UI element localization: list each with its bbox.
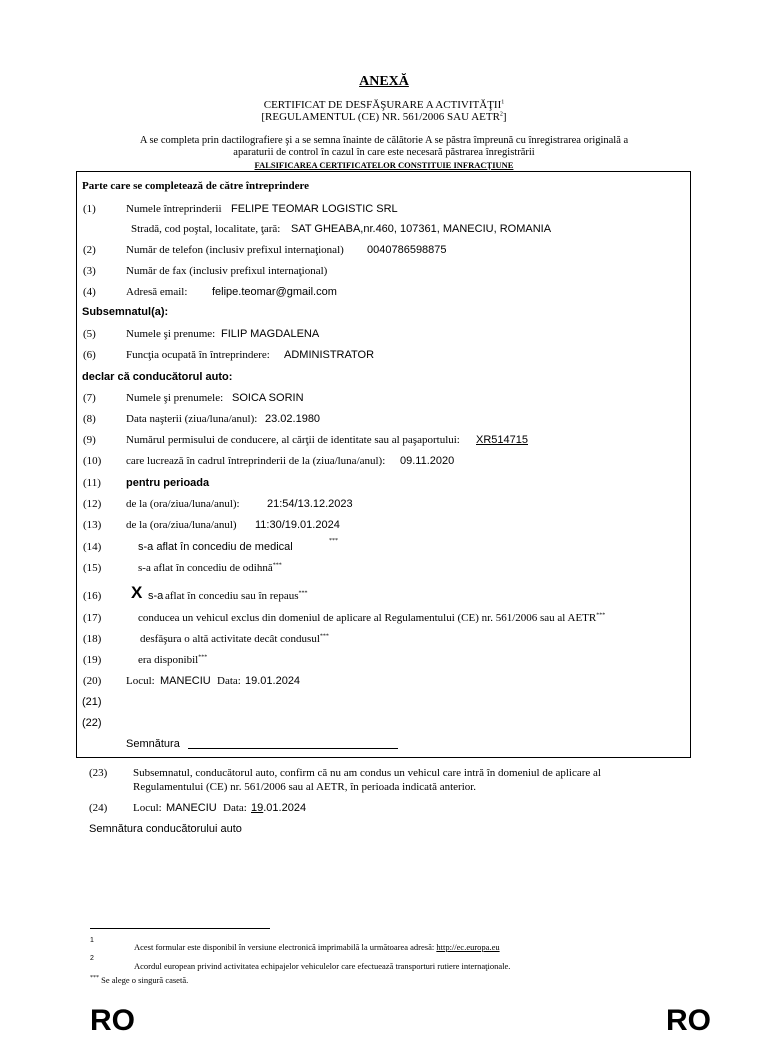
driver-place-value: MANECIU (166, 802, 217, 814)
footnote-3 (90, 975, 188, 985)
driver-date-label: Data: (223, 802, 247, 814)
phone-label: Număr de telefon (inclusiv prefixul internaţional) (126, 244, 344, 256)
footnote-ref-3: *** (298, 590, 308, 597)
available-label-text: era disponibil (138, 654, 199, 666)
address-label: Stradă, cod poştal, localitate, ţară: (131, 223, 281, 235)
driver-date-value (251, 802, 306, 814)
company-signature-line (188, 748, 398, 749)
available-label (138, 654, 207, 666)
footnote-1-link[interactable]: http://ec.europa.eu (436, 942, 500, 952)
section-company-heading: Parte care se completează de către întreprindere (82, 180, 310, 192)
employment-date-value: 09.11.2020 (400, 455, 455, 467)
date-value: 19.01.2024 (245, 675, 301, 687)
rest-prefix: s-a (148, 590, 164, 602)
representative-name-label: Numele şi prenume: (126, 328, 216, 340)
row-number: (10) (83, 455, 102, 467)
row-number: (3) (83, 265, 96, 277)
row-number: (1) (83, 203, 96, 215)
position-value: ADMINISTRATOR (284, 349, 375, 361)
driver-name-label: Numele şi prenumele: (126, 392, 224, 404)
row-number: (23) (89, 767, 108, 779)
footnote-1-mark: 1 (90, 937, 94, 944)
period-heading: pentru perioada (126, 477, 210, 489)
row-number: (11) (83, 477, 101, 489)
email-value: felipe.teomar@gmail.com (212, 286, 337, 298)
row-number: (13) (83, 519, 102, 531)
row-number: (8) (83, 413, 96, 425)
company-signature-label: Semnătura (126, 738, 180, 750)
footnote-2-mark: 2 (90, 955, 94, 962)
company-name-value: FELIPE TEOMAR LOGISTIC SRL (231, 203, 398, 215)
row-number: (17) (83, 612, 102, 624)
driver-name-value: SOICA SORIN (232, 392, 304, 404)
license-label: Numărul permisului de conducere, al cărţii de identitate sau al paşaportului: (126, 434, 460, 446)
footnote-rule (90, 928, 270, 929)
license-value: XR514715 (476, 434, 528, 446)
footnote-ref-1: 1 (501, 99, 505, 106)
company-name-label: Numele întreprinderii (126, 203, 222, 215)
footnote-1-text: Acest formular este disponibil în versiune electronică imprimabilă la următoarea adresă: (134, 942, 435, 952)
confirmation-line-1: Subsemnatul, conducătorul auto, confirm că nu am condus un vehicul care intră în domeniul de aplicare al (133, 767, 601, 779)
row-number: (21) (82, 696, 102, 708)
period-from-value: 21:54/13.12.2023 (267, 498, 353, 510)
footnote-1 (134, 942, 500, 952)
regulation-text: [REGULAMENTUL (CE) NR. 561/2006 SAU AETR (261, 111, 500, 123)
period-to-label: de la (ora/ziua/luna/anul) (126, 519, 237, 531)
row-number: (19) (83, 654, 102, 666)
row-number: (6) (83, 349, 96, 361)
instructions-line-1: A se completa prin dactilografiere şi a se semna înainte de călătorie A se păstra împreună cu înregistrarea originală a (139, 135, 629, 146)
address-value: SAT GHEABA,nr.460, 107361, MANECIU, ROMANIA (291, 223, 552, 235)
row-number: (22) (82, 717, 102, 729)
regulation-bracket: ] (502, 111, 507, 123)
certificate-title-text: CERTIFICAT DE DESFĂŞURARE A ACTIVITĂŢII (263, 99, 502, 111)
position-label: Funcţia ocupată în întreprindere: (126, 349, 270, 361)
footnote-ref-3: *** (329, 538, 338, 544)
row-number: (9) (83, 434, 96, 446)
email-label: Adresă email: (126, 286, 188, 298)
footnote-ref-3: *** (596, 612, 606, 619)
vacation-label (138, 562, 282, 574)
row-number: (24) (89, 802, 108, 814)
driver-date-rest: .01.2024 (263, 802, 307, 814)
driver-date-day: 19 (251, 802, 264, 814)
footnote-3-text: Se alege o singură casetă. (101, 975, 189, 985)
excluded-vehicle-label (138, 612, 605, 624)
footnote-ref-3: *** (272, 562, 282, 569)
page-title: ANEXĂ (359, 74, 409, 89)
date-label: Data: (217, 675, 241, 687)
period-to-value: 11:30/19.01.2024 (255, 519, 340, 531)
period-from-label: de la (ora/ziua/luna/anul): (126, 498, 240, 510)
footnote-ref-2: 2 (499, 111, 503, 118)
row-number: (16) (83, 590, 102, 602)
phone-value: 0040786598875 (367, 244, 447, 256)
birth-date-value: 23.02.1980 (265, 413, 321, 425)
row-number: (20) (83, 675, 102, 687)
rest-label (165, 590, 307, 602)
instructions-line-2: aparaturii de control în cazul în care este necesară păstrarea înregistrării (233, 147, 535, 158)
footnote-ref-3: *** (198, 654, 208, 661)
certificate-title (0, 99, 768, 111)
section-undersigned-heading: Subsemnatul(a): (82, 306, 169, 318)
fax-label: Număr de fax (inclusiv prefixul internaţional) (126, 265, 328, 277)
row-number: (7) (83, 392, 96, 404)
checkbox-mark: X (131, 583, 143, 602)
falsification-warning: FALSIFICAREA CERTIFICATELOR CONSTITUIE INFRACŢIUNE (254, 160, 514, 170)
rest-label-text: aflat în concediu sau în repaus (165, 590, 299, 602)
driver-place-label: Locul: (133, 802, 162, 814)
confirmation-line-2: Regulamentului (CE) nr. 561/2006 sau al AETR, în perioada indicată anterior. (133, 781, 477, 793)
row-number: (4) (83, 286, 96, 298)
row-number: (12) (83, 498, 102, 510)
row-number: (2) (83, 244, 96, 256)
representative-name-value: FILIP MAGDALENA (221, 328, 320, 340)
excluded-vehicle-label-text: conducea un vehicul exclus din domeniul de aplicare al Regulamentului (CE) nr. 561/2006 sau al AETR (138, 612, 597, 624)
row-number: (14) (83, 541, 102, 553)
footnote-3-mark: *** (90, 975, 99, 982)
employment-date-label: care lucrează în cadrul întreprinderii de la (ziua/luna/anul): (126, 455, 386, 467)
birth-date-label: Data naşterii (ziua/luna/anul): (126, 413, 258, 425)
other-activity-label-text: desfăşura o altă activitate decât condusul (140, 633, 320, 645)
driver-signature-label: Semnătura conducătorului auto (89, 823, 242, 835)
section-declare-heading: declar că conducătorul auto: (82, 371, 233, 383)
footnote-2-text: Acordul european privind activitatea echipajelor vehiculelor care efectuează transporturi rutiere internaţionale. (134, 961, 511, 971)
vacation-label-text: s-a aflat în concediu de odihnă (138, 562, 273, 574)
row-number: (15) (83, 562, 102, 574)
other-activity-label (140, 633, 329, 645)
row-number: (5) (83, 328, 96, 340)
page-mark-right: RO (666, 1004, 711, 1037)
page-mark-left: RO (90, 1004, 135, 1037)
place-label: Locul: (126, 675, 155, 687)
footnote-ref-3: *** (319, 633, 329, 640)
row-number: (18) (83, 633, 102, 645)
place-value: MANECIU (160, 675, 211, 687)
sick-leave-label: s-a aflat în concediu de medical (138, 541, 293, 553)
regulation-reference (0, 111, 768, 123)
